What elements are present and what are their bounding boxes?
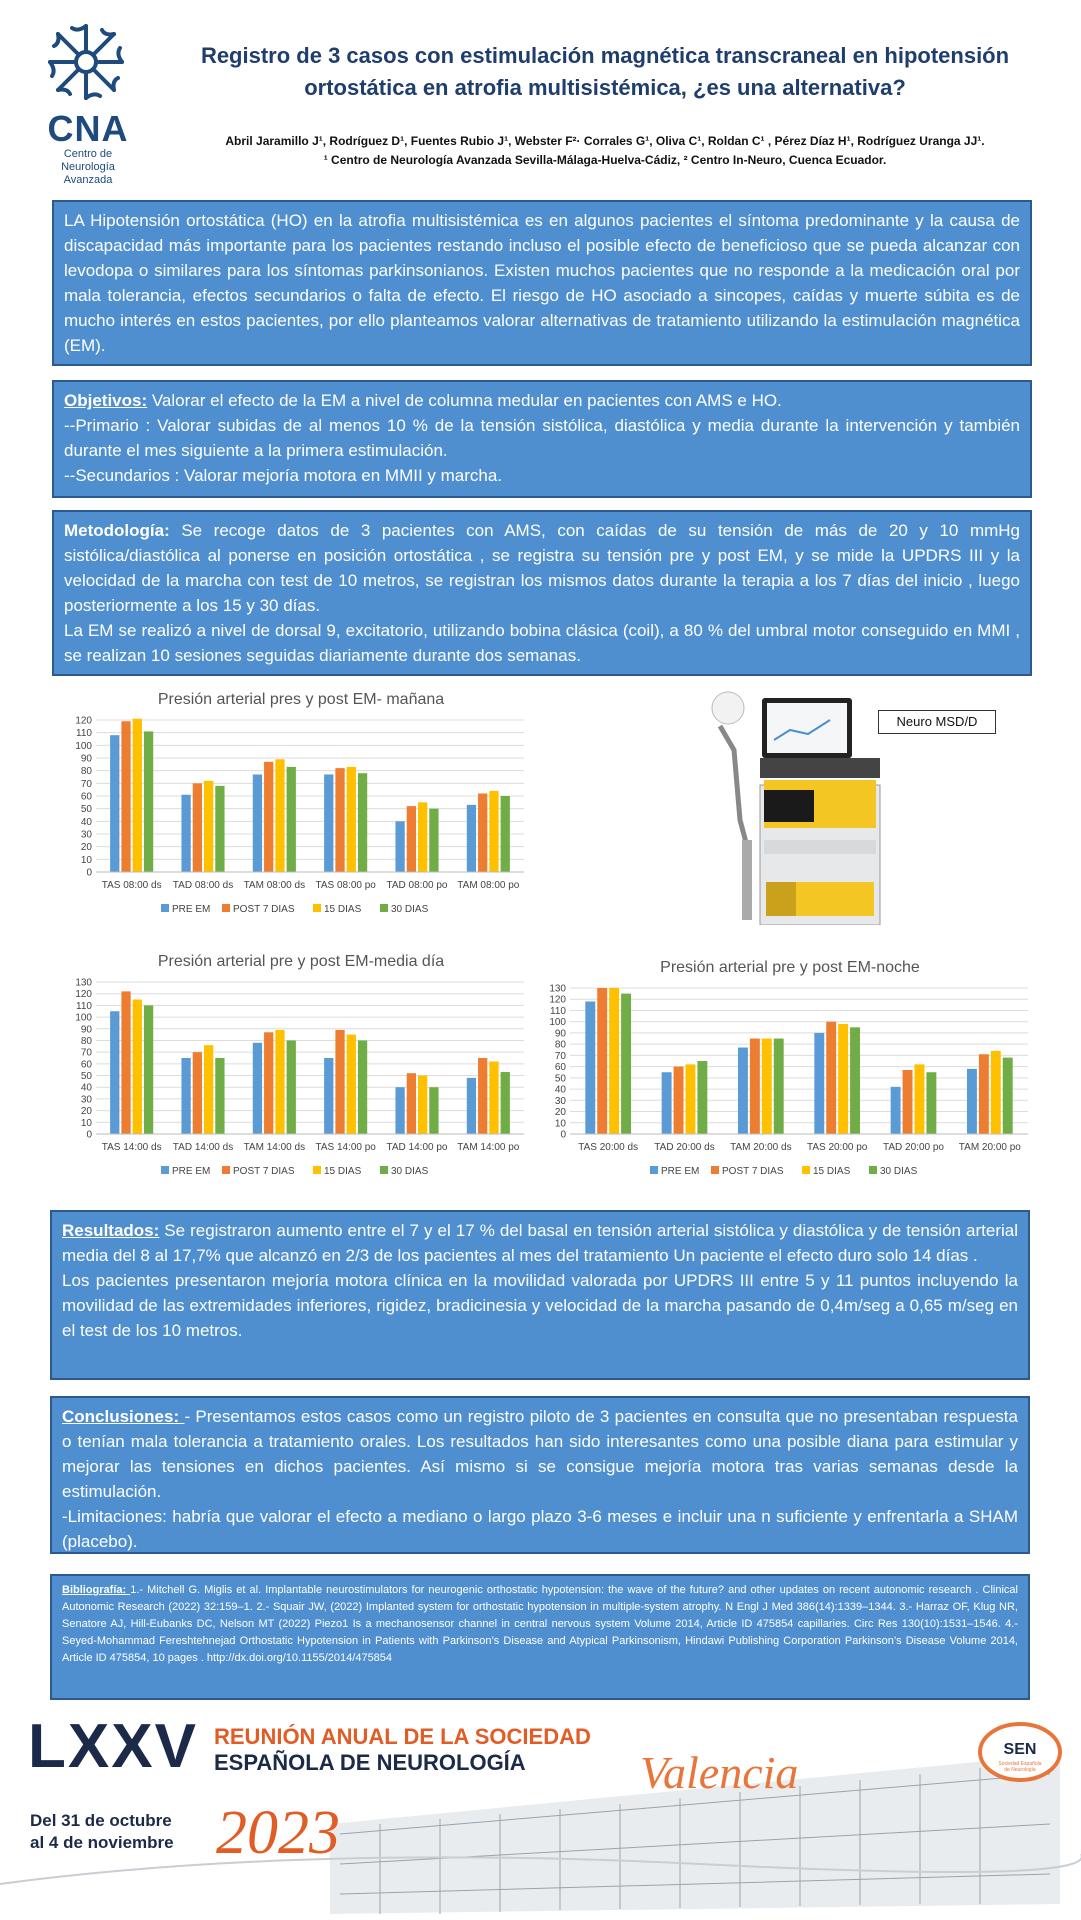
bar (181, 795, 190, 872)
bar (467, 805, 476, 872)
bar (287, 767, 296, 872)
bar (674, 1067, 684, 1134)
y-tick-label: 30 (554, 1095, 566, 1107)
conclusiones-text2: -Limitaciones: habría que valorar el efecto a mediano o largo plazo 3-6 meses e incluir una n suficiente y enfrentarla a SHAM (placebo). (62, 1507, 1018, 1551)
y-tick-label: 120 (75, 989, 92, 1001)
x-tick-label: TAM 08:00 po (457, 880, 520, 891)
bar (395, 821, 404, 872)
chart-manana (66, 684, 536, 934)
bar (347, 1035, 356, 1134)
intro-text: LA Hipotensión ortostática (HO) en la atrofia multisistémica es en algunos pacientes el síntoma predominante y la causa de discapacidad más importante para los pacientes restando incluso el posible efecto de beneficioso que se pueda alcanzar con levodopa o similares para los síntomas parkinsonianos. Existen muchos pacientes que no responde a la medicación oral por mala tolerancia, efectos secundarios o falta de efecto. El riesgo de HO asociado a sincopes, caídas y muerte súbita es de mucho interés en estos pacientes, por ello planteamos valorar alternativas de tratamiento utilizando la estimulación magnética (EM). (64, 211, 1020, 355)
x-tick-label: TAD 08:00 ds (172, 880, 234, 891)
device-label: Neuro MSD/D (878, 710, 996, 734)
x-tick-label: TAS 14:00 ds (101, 1142, 162, 1153)
objetivos-primario: --Primario : Valorar subidas de al menos 10 % de la tensión sistólica, diastólica y media durante la intervención y también durante el mes siguiente a la primera estimulación. (64, 416, 1020, 460)
sen-sub-1: Sociedad Española (998, 1761, 1042, 1767)
bar (358, 1040, 367, 1134)
y-tick-label: 100 (549, 1017, 566, 1029)
bar (501, 1072, 510, 1134)
sen-sub-2: de Neurología (1004, 1767, 1036, 1773)
authors: Abril Jaramillo J¹, Rodríguez D¹, Fuentes Rubio J¹, Webster F²· Corrales G¹, Oliva C¹, Roldan C¹ , Pérez Díaz H¹, Rodríguez Uranga JJ¹. ¹ Centro de Neurología Avanzada Sevilla-Málaga-Huelva-Cádiz, ² Centro In-Neuro, Cuenca Ecuador. (225, 134, 985, 167)
bar (110, 1011, 119, 1134)
bibliografia-text: 1.- Mitchell G. Miglis et al. Implantable neurostimulators for neurogenic orthostatic hypotension: the wave of the future? and other updates on recent autonomic research . Clinical Autonomic Research (2022) 32:159–1. 2.- Squair JW, (2022) Implanted system for orthostatic hypotension in multiple-system atrophy. N Engl J Med 386(14):1339–1344. 3.- Harraz OF, Klug NR, Senatore AJ, Hill-Eubanks DC, Nelson MT (2022) Piezo1 Is a mechanosensor channel in central nervous system Volume 2014, Article ID 475854 capillaries. Circ Res 130(10):1531–1546. 4.- Seyed-Mohammad Fereshtehnejad Orthostatic Hypotension in Patients with Parkinson’s Disease and Atypical Parkinsonism, Hindawi Publishing Corporation Parkinson’s Disease Volume 2014, Article ID 475854, 10 pages . http://dx.doi.org/10.1155/2014/475854 (62, 1584, 1018, 1664)
conclusiones-box (50, 1396, 1030, 1554)
bar (324, 774, 333, 872)
bar (826, 1022, 836, 1134)
chart-title: Presión arterial pre y post EM-noche (660, 959, 920, 976)
chart-media-dia (66, 946, 536, 1196)
y-tick-label: 30 (80, 829, 92, 841)
y-tick-label: 20 (80, 842, 92, 854)
logo-text: CNA (47, 108, 129, 149)
bar (489, 1062, 498, 1134)
y-tick-label: 70 (80, 778, 92, 790)
bar (478, 793, 487, 872)
bar (264, 762, 273, 872)
legend-label: PRE EM (172, 904, 211, 915)
bar (204, 781, 213, 872)
legend-label: 30 DIAS (391, 904, 429, 915)
bar (193, 1052, 202, 1134)
sen-logo-icon (970, 1720, 1064, 1790)
resultados-text: Se registraron aumento entre el 7 y el 17 % del basal en tensión arterial sistólica y diastólica y de tensión arterial media del 8 al 17,7% que alcanzó en 2/3 de los pacientes al mes del tratamiento Un paciente el efecto duro solo 14 días . (62, 1221, 1018, 1265)
y-tick-label: 130 (75, 977, 92, 989)
bar (467, 1078, 476, 1134)
objetivos-text: Valorar el efecto de la EM a nivel de columna medular en pacientes con AMS e HO. (147, 391, 782, 410)
bar (774, 1039, 784, 1134)
bar (429, 1087, 438, 1134)
bar (144, 1005, 153, 1134)
bar (429, 809, 438, 872)
bar (335, 1030, 344, 1134)
legend-swatch (222, 904, 230, 912)
legend-swatch (869, 1166, 877, 1174)
bar (275, 759, 284, 872)
x-tick-label: TAS 08:00 po (315, 880, 376, 891)
y-tick-label: 110 (76, 728, 92, 740)
objetivos-label: Objetivos: (64, 391, 148, 410)
bar (478, 1058, 487, 1134)
bar (193, 783, 202, 872)
bar (991, 1051, 1001, 1134)
x-tick-label: TAS 14:00 po (315, 1142, 376, 1153)
y-tick-label: 40 (80, 816, 92, 828)
x-tick-label: TAM 14:00 po (457, 1142, 520, 1153)
footer-roman-numeral: LXXV (28, 1712, 198, 1781)
legend-swatch (711, 1166, 719, 1174)
legend-label: PRE EM (172, 1166, 211, 1177)
resultados-box (50, 1210, 1030, 1380)
bar (903, 1070, 913, 1134)
bar (253, 774, 262, 872)
y-tick-label: 120 (549, 994, 566, 1006)
y-tick-label: 30 (80, 1094, 92, 1106)
y-tick-label: 50 (80, 804, 92, 816)
bar (697, 1061, 707, 1134)
bar (814, 1033, 824, 1134)
bar (621, 994, 631, 1134)
bar (926, 1072, 936, 1134)
bar (915, 1064, 925, 1134)
objetivos-secundarios: --Secundarios : Valorar mejoría motora en MMII y marcha. (64, 466, 503, 485)
legend-label: 15 DIAS (324, 1166, 362, 1177)
y-tick-label: 70 (80, 1047, 92, 1059)
bar (110, 735, 119, 872)
bar (609, 988, 619, 1134)
bar (891, 1087, 901, 1134)
y-tick-label: 70 (554, 1050, 566, 1062)
metodologia-text: Se recoge datos de 3 pacientes con AMS, con caídas de su tensión de más de 20 y 10 mmHg sistólica/diastólica al ponerse en posición ortostática , se registra su tensión pre y post EM, y se mide la UPDRS III y la velocidad de la marcha con test de 10 metros, se registran los mismos datos durante la terapia a los 7 días del inicio , luego posteriormente a los 15 y 30 días. (64, 521, 1020, 615)
bar (358, 773, 367, 872)
bar (750, 1039, 760, 1134)
bar (686, 1064, 696, 1134)
y-tick-label: 90 (80, 753, 92, 765)
resultados-text2: Los pacientes presentaron mejoría motora clínica en la movilidad valorada por UPDRS III entre 5 y 11 puntos incluyendo la movilidad de las extremidades inferiores, rigidez, bradicinesia y velocidad de la marcha pasando de 0,4m/seg a 0,65 m/seg en el test de los 10 metros. (62, 1271, 1018, 1340)
y-tick-label: 80 (80, 766, 92, 778)
bar (121, 721, 130, 872)
bar (133, 719, 142, 872)
legend-label: POST 7 DIAS (233, 904, 295, 915)
legend-label: POST 7 DIAS (233, 1166, 295, 1177)
y-tick-label: 50 (80, 1071, 92, 1083)
bar (121, 991, 130, 1134)
legend-label: 15 DIAS (813, 1166, 851, 1177)
metodologia-label: Metodología: (64, 521, 170, 540)
y-tick-label: 110 (550, 1005, 566, 1017)
y-tick-label: 90 (554, 1028, 566, 1040)
y-tick-label: 50 (554, 1073, 566, 1085)
bar (144, 731, 153, 872)
objetivos-box (52, 380, 1032, 498)
legend-swatch (161, 1166, 169, 1174)
y-tick-label: 20 (80, 1106, 92, 1118)
x-tick-label: TAM 20:00 po (958, 1142, 1021, 1153)
chart-noche (540, 952, 1040, 1196)
legend-label: PRE EM (661, 1166, 700, 1177)
bar (335, 768, 344, 872)
x-tick-label: TAM 14:00 ds (243, 1142, 306, 1153)
bar (738, 1048, 748, 1134)
conclusiones-text: - Presentamos estos casos como un registro piloto de 3 pacientes en consulta que no presentaban respuesta o tenían mala tolerancia a tratamiento orales. Los resultados han sido interesantes como una posible diana para estimular y mejorar las tensiones en dichos pacientes. Así mismo si se consigue mejoría motora tras varias semanas desde la estimulación. (62, 1407, 1018, 1501)
y-tick-label: 100 (75, 740, 92, 752)
x-tick-label: TAD 14:00 ds (172, 1142, 234, 1153)
sen-text: SEN (1003, 1741, 1037, 1758)
y-tick-label: 80 (554, 1039, 566, 1051)
legend-swatch (802, 1166, 810, 1174)
x-tick-label: TAD 20:00 ds (654, 1142, 715, 1153)
y-tick-label: 10 (80, 1117, 92, 1129)
x-tick-label: TAD 20:00 po (883, 1142, 944, 1153)
legend-swatch (313, 1166, 321, 1174)
bar (215, 1058, 224, 1134)
bar (275, 1030, 284, 1134)
bar (181, 1058, 190, 1134)
y-tick-label: 10 (554, 1118, 566, 1130)
y-tick-label: 40 (80, 1082, 92, 1094)
y-tick-label: 60 (80, 1059, 92, 1071)
bar (347, 767, 356, 872)
bar (501, 796, 510, 872)
y-tick-label: 10 (80, 854, 92, 866)
legend-label: 30 DIAS (880, 1166, 918, 1177)
bar (850, 1027, 860, 1134)
legend-label: 30 DIAS (391, 1166, 429, 1177)
poster-title: Registro de 3 casos con estimulación magnética transcraneal en hipotensión ortostática en atrofia multisistémica, ¿es una alternativa? (200, 43, 1010, 100)
y-tick-label: 60 (554, 1062, 566, 1074)
y-tick-label: 0 (86, 1129, 92, 1141)
bibliografia-box (50, 1574, 1030, 1700)
logo-subtitle: Centro de Neurología Avanzada (61, 148, 115, 186)
footer-line1: REUNIÓN ANUAL DE LA SOCIEDAD (214, 1724, 591, 1749)
x-tick-label: TAM 08:00 ds (243, 880, 306, 891)
bar (287, 1040, 296, 1134)
bar (253, 1043, 262, 1134)
bar (1003, 1058, 1013, 1134)
bar (264, 1032, 273, 1134)
y-tick-label: 120 (75, 715, 92, 727)
legend-label: POST 7 DIAS (722, 1166, 784, 1177)
y-tick-label: 0 (86, 867, 92, 879)
bar (762, 1039, 772, 1134)
legend-swatch (650, 1166, 658, 1174)
bar (979, 1054, 989, 1134)
y-tick-label: 110 (76, 1000, 92, 1012)
bar (418, 802, 427, 872)
bar (838, 1024, 848, 1134)
intro-box (52, 200, 1032, 366)
chart-title: Presión arterial pres y post EM- mañana (157, 691, 445, 708)
bibliografia-label: Bibliografía: (62, 1584, 131, 1596)
footer-dates: Del 31 de octubre al 4 de noviembre (30, 1811, 174, 1852)
y-tick-label: 130 (549, 983, 566, 995)
bar (395, 1087, 404, 1134)
legend-swatch (380, 1166, 388, 1174)
footer-line2: ESPAÑOLA DE NEUROLOGÍA (214, 1750, 526, 1775)
legend-swatch (313, 904, 321, 912)
x-tick-label: TAS 08:00 ds (101, 880, 162, 891)
y-tick-label: 100 (75, 1012, 92, 1024)
conclusiones-label: Conclusiones: (62, 1407, 185, 1426)
x-tick-label: TAD 14:00 po (386, 1142, 448, 1153)
cna-logo-icon (44, 20, 128, 104)
y-tick-label: 20 (554, 1107, 566, 1119)
resultados-label: Resultados: (62, 1221, 160, 1240)
bar (133, 1000, 142, 1134)
bar (407, 806, 416, 872)
chart-title: Presión arterial pre y post EM-media día (157, 953, 445, 970)
bar (585, 1001, 595, 1134)
bar (418, 1076, 427, 1134)
x-tick-label: TAS 20:00 po (806, 1142, 868, 1153)
y-tick-label: 0 (560, 1129, 566, 1141)
legend-swatch (380, 904, 388, 912)
metodologia-box (52, 510, 1032, 676)
bar (597, 988, 607, 1134)
x-tick-label: TAM 20:00 ds (730, 1142, 792, 1153)
legend-swatch (222, 1166, 230, 1174)
footer-year: 2023 (216, 1799, 340, 1867)
y-tick-label: 90 (80, 1024, 92, 1036)
y-tick-label: 60 (80, 791, 92, 803)
legend-label: 15 DIAS (324, 904, 362, 915)
y-tick-label: 80 (80, 1035, 92, 1047)
bar (662, 1072, 672, 1134)
bar (215, 786, 224, 872)
bar (204, 1045, 213, 1134)
metodologia-text2: La EM se realizó a nivel de dorsal 9, excitatorio, utilizando bobina clásica (coil), a 80 % del umbral motor conseguido en MMI , se realizan 10 sesiones seguidas diariamente durante dos semanas. (64, 621, 1020, 665)
bar (967, 1069, 977, 1134)
bar (489, 791, 498, 872)
bar (324, 1058, 333, 1134)
y-tick-label: 40 (554, 1084, 566, 1096)
legend-swatch (161, 904, 169, 912)
x-tick-label: TAS 20:00 ds (578, 1142, 639, 1153)
footer-city: Valencia (640, 1747, 799, 1798)
bar (407, 1073, 416, 1134)
neuro-msd-device-image (690, 690, 890, 925)
x-tick-label: TAD 08:00 po (386, 880, 448, 891)
